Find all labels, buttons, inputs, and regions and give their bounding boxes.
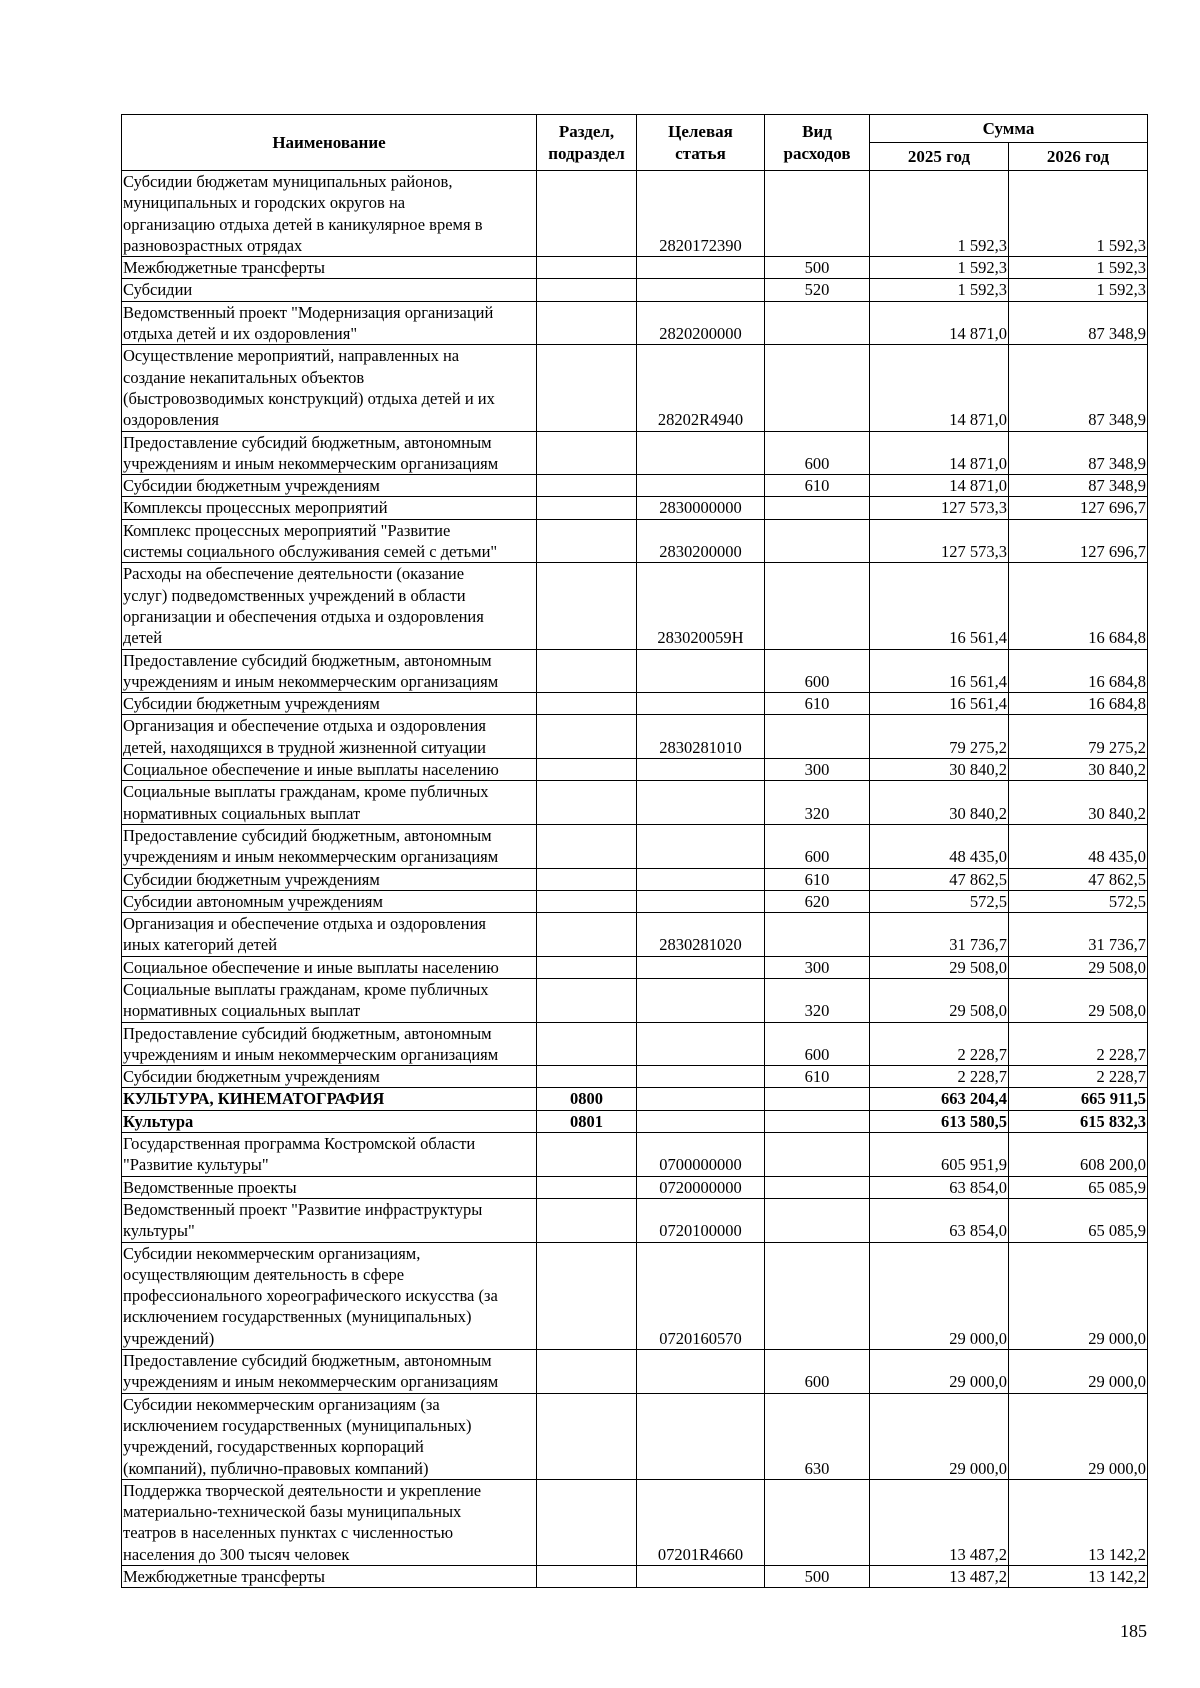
cell-section xyxy=(537,1242,637,1349)
cell-target xyxy=(637,693,765,715)
cell-expense-type xyxy=(765,715,870,759)
header-name: Наименование xyxy=(122,115,537,171)
cell-sum-2026: 572,5 xyxy=(1009,890,1148,912)
cell-expense-type xyxy=(765,1242,870,1349)
table-row xyxy=(122,890,1148,912)
cell-expense-type: 600 xyxy=(765,1350,870,1394)
cell-sum-2026: 1 592,3 xyxy=(1009,279,1148,301)
cell-sum-2025: 16 561,4 xyxy=(870,693,1009,715)
cell-sum-2025: 29 000,0 xyxy=(870,1350,1009,1394)
header-year-2025: 2025 год xyxy=(870,143,1009,171)
cell-sum-2026: 2 228,7 xyxy=(1009,1022,1148,1066)
cell-target xyxy=(637,1393,765,1479)
header-sum: Сумма xyxy=(870,115,1148,143)
cell-expense-type xyxy=(765,301,870,345)
cell-name: Расходы на обеспечение деятельности (оказание услуг) подведомственных учреждений в области организации и обеспечения отдыха и оздоровления детей xyxy=(122,563,537,649)
cell-expense-type xyxy=(765,1110,870,1132)
cell-expense-type: 620 xyxy=(765,890,870,912)
cell-section: 0801 xyxy=(537,1110,637,1132)
cell-section xyxy=(537,301,637,345)
cell-expense-type xyxy=(765,1088,870,1110)
cell-name: Предоставление субсидий бюджетным, автономным учреждениям и иным некоммерческим организациям xyxy=(122,1022,537,1066)
cell-target xyxy=(637,824,765,868)
table-row xyxy=(122,519,1148,563)
cell-expense-type: 610 xyxy=(765,475,870,497)
cell-section xyxy=(537,1176,637,1198)
cell-sum-2025: 14 871,0 xyxy=(870,475,1009,497)
cell-sum-2025: 663 204,4 xyxy=(870,1088,1009,1110)
table-row xyxy=(122,171,1148,257)
cell-expense-type: 630 xyxy=(765,1393,870,1479)
table-row xyxy=(122,301,1148,345)
cell-section xyxy=(537,1066,637,1088)
cell-expense-type: 320 xyxy=(765,978,870,1022)
cell-sum-2025: 127 573,3 xyxy=(870,519,1009,563)
cell-sum-2025: 1 592,3 xyxy=(870,279,1009,301)
cell-target xyxy=(637,279,765,301)
cell-sum-2025: 14 871,0 xyxy=(870,431,1009,475)
cell-section xyxy=(537,715,637,759)
cell-target: 0700000000 xyxy=(637,1133,765,1177)
cell-name: Межбюджетные трансферты xyxy=(122,257,537,279)
cell-sum-2025: 16 561,4 xyxy=(870,649,1009,693)
cell-sum-2026: 1 592,3 xyxy=(1009,257,1148,279)
cell-sum-2025: 30 840,2 xyxy=(870,781,1009,825)
cell-name: Субсидии xyxy=(122,279,537,301)
cell-expense-type xyxy=(765,913,870,957)
cell-target: 2830281020 xyxy=(637,913,765,957)
cell-target: 0720100000 xyxy=(637,1198,765,1242)
cell-target xyxy=(637,649,765,693)
cell-target xyxy=(637,257,765,279)
cell-name: Социальные выплаты гражданам, кроме публичных нормативных социальных выплат xyxy=(122,781,537,825)
cell-sum-2026: 608 200,0 xyxy=(1009,1133,1148,1177)
cell-sum-2026: 13 142,2 xyxy=(1009,1479,1148,1565)
table-row xyxy=(122,693,1148,715)
cell-sum-2026: 29 508,0 xyxy=(1009,956,1148,978)
cell-sum-2026: 87 348,9 xyxy=(1009,475,1148,497)
cell-name: Субсидии бюджетным учреждениям xyxy=(122,475,537,497)
cell-section xyxy=(537,824,637,868)
table-row xyxy=(122,257,1148,279)
cell-target: 07201R4660 xyxy=(637,1479,765,1565)
cell-sum-2025: 13 487,2 xyxy=(870,1566,1009,1588)
cell-target xyxy=(637,890,765,912)
cell-target: 283020059Н xyxy=(637,563,765,649)
table-row xyxy=(122,1479,1148,1565)
cell-expense-type: 600 xyxy=(765,649,870,693)
cell-name: Комплексы процессных мероприятий xyxy=(122,497,537,519)
table-row xyxy=(122,824,1148,868)
cell-sum-2025: 79 275,2 xyxy=(870,715,1009,759)
cell-sum-2025: 16 561,4 xyxy=(870,563,1009,649)
cell-target xyxy=(637,1350,765,1394)
cell-target xyxy=(637,956,765,978)
cell-name: Субсидии бюджетным учреждениям xyxy=(122,868,537,890)
cell-name: Субсидии бюджетным учреждениям xyxy=(122,693,537,715)
cell-target: 0720160570 xyxy=(637,1242,765,1349)
cell-section xyxy=(537,345,637,431)
cell-sum-2025: 613 580,5 xyxy=(870,1110,1009,1132)
cell-name: Организация и обеспечение отдыха и оздоровления иных категорий детей xyxy=(122,913,537,957)
cell-name: Комплекс процессных мероприятий "Развитие системы социального обслуживания семей с детьми" xyxy=(122,519,537,563)
cell-target: 2820172390 xyxy=(637,171,765,257)
cell-sum-2025: 605 951,9 xyxy=(870,1133,1009,1177)
budget-table xyxy=(121,114,1148,1588)
cell-sum-2026: 29 000,0 xyxy=(1009,1242,1148,1349)
cell-target: 2830281010 xyxy=(637,715,765,759)
cell-sum-2025: 31 736,7 xyxy=(870,913,1009,957)
cell-target xyxy=(637,1110,765,1132)
table-row xyxy=(122,649,1148,693)
cell-target xyxy=(637,868,765,890)
cell-sum-2025: 29 000,0 xyxy=(870,1393,1009,1479)
cell-name: Социальное обеспечение и иные выплаты населению xyxy=(122,956,537,978)
cell-name: Ведомственный проект "Модернизация организаций отдыха детей и их оздоровления" xyxy=(122,301,537,345)
budget-sheet xyxy=(121,114,1147,1588)
cell-target xyxy=(637,759,765,781)
table-row xyxy=(122,978,1148,1022)
table-row xyxy=(122,345,1148,431)
cell-sum-2026: 47 862,5 xyxy=(1009,868,1148,890)
cell-section xyxy=(537,693,637,715)
cell-target xyxy=(637,1022,765,1066)
cell-sum-2026: 65 085,9 xyxy=(1009,1176,1148,1198)
table-row xyxy=(122,1022,1148,1066)
cell-expense-type xyxy=(765,563,870,649)
cell-section xyxy=(537,1133,637,1177)
cell-expense-type xyxy=(765,1133,870,1177)
cell-sum-2026: 127 696,7 xyxy=(1009,519,1148,563)
cell-name: Субсидии некоммерческим организациям (за исключением государственных (муниципальных) учреждений, государственных корпораций (компаний), публично-правовых компаний) xyxy=(122,1393,537,1479)
cell-name: Субсидии бюджетным учреждениям xyxy=(122,1066,537,1088)
cell-sum-2026: 87 348,9 xyxy=(1009,301,1148,345)
cell-name: Ведомственный проект "Развитие инфраструктуры культуры" xyxy=(122,1198,537,1242)
cell-section xyxy=(537,1479,637,1565)
table-row xyxy=(122,1566,1148,1588)
cell-section xyxy=(537,1393,637,1479)
cell-sum-2026: 29 508,0 xyxy=(1009,978,1148,1022)
cell-target: 2820200000 xyxy=(637,301,765,345)
cell-sum-2025: 63 854,0 xyxy=(870,1176,1009,1198)
cell-sum-2025: 2 228,7 xyxy=(870,1066,1009,1088)
header-year-2026: 2026 год xyxy=(1009,143,1148,171)
cell-target: 0720000000 xyxy=(637,1176,765,1198)
cell-expense-type: 500 xyxy=(765,1566,870,1588)
cell-target xyxy=(637,978,765,1022)
cell-expense-type xyxy=(765,345,870,431)
cell-section xyxy=(537,497,637,519)
header-expense-type: Вид расходов xyxy=(765,115,870,171)
cell-target xyxy=(637,781,765,825)
cell-expense-type: 300 xyxy=(765,759,870,781)
cell-expense-type: 610 xyxy=(765,1066,870,1088)
cell-section xyxy=(537,868,637,890)
cell-sum-2025: 14 871,0 xyxy=(870,301,1009,345)
cell-section xyxy=(537,171,637,257)
cell-sum-2026: 30 840,2 xyxy=(1009,759,1148,781)
cell-section xyxy=(537,1022,637,1066)
cell-section xyxy=(537,431,637,475)
cell-name: Социальные выплаты гражданам, кроме публичных нормативных социальных выплат xyxy=(122,978,537,1022)
table-row xyxy=(122,1350,1148,1394)
cell-sum-2026: 29 000,0 xyxy=(1009,1393,1148,1479)
cell-target xyxy=(637,431,765,475)
cell-sum-2025: 47 862,5 xyxy=(870,868,1009,890)
cell-section xyxy=(537,956,637,978)
table-row xyxy=(122,759,1148,781)
table-row xyxy=(122,1176,1148,1198)
cell-section xyxy=(537,890,637,912)
cell-name: Субсидии некоммерческим организациям, осуществляющим деятельность в сфере профессионального хореографического искусства (за исключением государственных (муниципальных) учреждений) xyxy=(122,1242,537,1349)
cell-section xyxy=(537,519,637,563)
cell-sum-2026: 127 696,7 xyxy=(1009,497,1148,519)
table-row xyxy=(122,1393,1148,1479)
cell-expense-type xyxy=(765,1198,870,1242)
cell-section xyxy=(537,475,637,497)
cell-sum-2026: 30 840,2 xyxy=(1009,781,1148,825)
cell-name: Предоставление субсидий бюджетным, автономным учреждениям и иным некоммерческим организациям xyxy=(122,824,537,868)
table-row xyxy=(122,1242,1148,1349)
cell-sum-2025: 29 508,0 xyxy=(870,956,1009,978)
cell-sum-2026: 16 684,8 xyxy=(1009,693,1148,715)
table-row xyxy=(122,1110,1148,1132)
cell-sum-2025: 29 508,0 xyxy=(870,978,1009,1022)
cell-sum-2026: 16 684,8 xyxy=(1009,563,1148,649)
cell-name: Ведомственные проекты xyxy=(122,1176,537,1198)
cell-sum-2025: 30 840,2 xyxy=(870,759,1009,781)
cell-expense-type: 500 xyxy=(765,257,870,279)
cell-expense-type xyxy=(765,171,870,257)
cell-sum-2026: 13 142,2 xyxy=(1009,1566,1148,1588)
cell-sum-2025: 14 871,0 xyxy=(870,345,1009,431)
cell-expense-type: 600 xyxy=(765,1022,870,1066)
cell-sum-2025: 29 000,0 xyxy=(870,1242,1009,1349)
table-row xyxy=(122,475,1148,497)
cell-name: Предоставление субсидий бюджетным, автономным учреждениям и иным некоммерческим организациям xyxy=(122,649,537,693)
cell-name: Предоставление субсидий бюджетным, автономным учреждениям и иным некоммерческим организациям xyxy=(122,431,537,475)
cell-section xyxy=(537,1198,637,1242)
cell-expense-type: 300 xyxy=(765,956,870,978)
cell-name: Государственная программа Костромской области "Развитие культуры" xyxy=(122,1133,537,1177)
cell-name: Организация и обеспечение отдыха и оздоровления детей, находящихся в трудной жизненной ситуации xyxy=(122,715,537,759)
cell-sum-2025: 572,5 xyxy=(870,890,1009,912)
cell-sum-2026: 87 348,9 xyxy=(1009,431,1148,475)
cell-name: КУЛЬТУРА, КИНЕМАТОГРАФИЯ xyxy=(122,1088,537,1110)
cell-expense-type: 600 xyxy=(765,824,870,868)
cell-name: Субсидии автономным учреждениям xyxy=(122,890,537,912)
table-body xyxy=(122,171,1148,1588)
table-header xyxy=(122,115,1148,171)
cell-sum-2026: 79 275,2 xyxy=(1009,715,1148,759)
cell-section xyxy=(537,781,637,825)
cell-sum-2025: 63 854,0 xyxy=(870,1198,1009,1242)
cell-target: 2830200000 xyxy=(637,519,765,563)
header-target: Целевая статья xyxy=(637,115,765,171)
cell-sum-2026: 29 000,0 xyxy=(1009,1350,1148,1394)
cell-sum-2026: 1 592,3 xyxy=(1009,171,1148,257)
cell-expense-type: 610 xyxy=(765,868,870,890)
cell-expense-type: 320 xyxy=(765,781,870,825)
cell-sum-2026: 615 832,3 xyxy=(1009,1110,1148,1132)
cell-sum-2026: 65 085,9 xyxy=(1009,1198,1148,1242)
table-row xyxy=(122,279,1148,301)
table-row xyxy=(122,868,1148,890)
header-section: Раздел, подраздел xyxy=(537,115,637,171)
cell-target xyxy=(637,1088,765,1110)
cell-target xyxy=(637,475,765,497)
cell-name: Культура xyxy=(122,1110,537,1132)
cell-section xyxy=(537,257,637,279)
cell-sum-2025: 13 487,2 xyxy=(870,1479,1009,1565)
cell-expense-type: 520 xyxy=(765,279,870,301)
cell-section xyxy=(537,1350,637,1394)
table-row xyxy=(122,956,1148,978)
cell-expense-type: 610 xyxy=(765,693,870,715)
table-row xyxy=(122,431,1148,475)
cell-sum-2026: 48 435,0 xyxy=(1009,824,1148,868)
cell-target: 2830000000 xyxy=(637,497,765,519)
cell-sum-2026: 2 228,7 xyxy=(1009,1066,1148,1088)
cell-section xyxy=(537,978,637,1022)
cell-name: Поддержка творческой деятельности и укрепление материально-технической базы муниципальных театров в населенных пунктах с численностью населения до 300 тысяч человек xyxy=(122,1479,537,1565)
cell-name: Межбюджетные трансферты xyxy=(122,1566,537,1588)
cell-sum-2025: 1 592,3 xyxy=(870,171,1009,257)
cell-expense-type xyxy=(765,1176,870,1198)
cell-sum-2026: 31 736,7 xyxy=(1009,913,1148,957)
cell-sum-2025: 2 228,7 xyxy=(870,1022,1009,1066)
table-row xyxy=(122,563,1148,649)
cell-section xyxy=(537,759,637,781)
table-row xyxy=(122,1088,1148,1110)
cell-section xyxy=(537,649,637,693)
cell-name: Осуществление мероприятий, направленных на создание некапитальных объектов (быстровозводимых конструкций) отдыха детей и их оздоровления xyxy=(122,345,537,431)
cell-sum-2025: 127 573,3 xyxy=(870,497,1009,519)
cell-name: Социальное обеспечение и иные выплаты населению xyxy=(122,759,537,781)
cell-section xyxy=(537,279,637,301)
cell-expense-type xyxy=(765,519,870,563)
table-row xyxy=(122,1133,1148,1177)
cell-target xyxy=(637,1066,765,1088)
table-row xyxy=(122,497,1148,519)
cell-section: 0800 xyxy=(537,1088,637,1110)
table-row xyxy=(122,781,1148,825)
cell-sum-2026: 665 911,5 xyxy=(1009,1088,1148,1110)
table-row xyxy=(122,715,1148,759)
cell-section xyxy=(537,1566,637,1588)
cell-sum-2025: 48 435,0 xyxy=(870,824,1009,868)
table-row xyxy=(122,1066,1148,1088)
cell-expense-type xyxy=(765,497,870,519)
cell-sum-2026: 87 348,9 xyxy=(1009,345,1148,431)
cell-name: Субсидии бюджетам муниципальных районов, муниципальных и городских округов на организацию отдыха детей в каникулярное время в разновозрастных отрядах xyxy=(122,171,537,257)
cell-target xyxy=(637,1566,765,1588)
cell-section xyxy=(537,563,637,649)
cell-sum-2025: 1 592,3 xyxy=(870,257,1009,279)
cell-section xyxy=(537,913,637,957)
cell-name: Предоставление субсидий бюджетным, автономным учреждениям и иным некоммерческим организациям xyxy=(122,1350,537,1394)
cell-expense-type xyxy=(765,1479,870,1565)
cell-sum-2026: 16 684,8 xyxy=(1009,649,1148,693)
table-row xyxy=(122,913,1148,957)
table-row xyxy=(122,1198,1148,1242)
page-number: 185 xyxy=(1120,1621,1147,1641)
cell-target: 28202R4940 xyxy=(637,345,765,431)
cell-expense-type: 600 xyxy=(765,431,870,475)
